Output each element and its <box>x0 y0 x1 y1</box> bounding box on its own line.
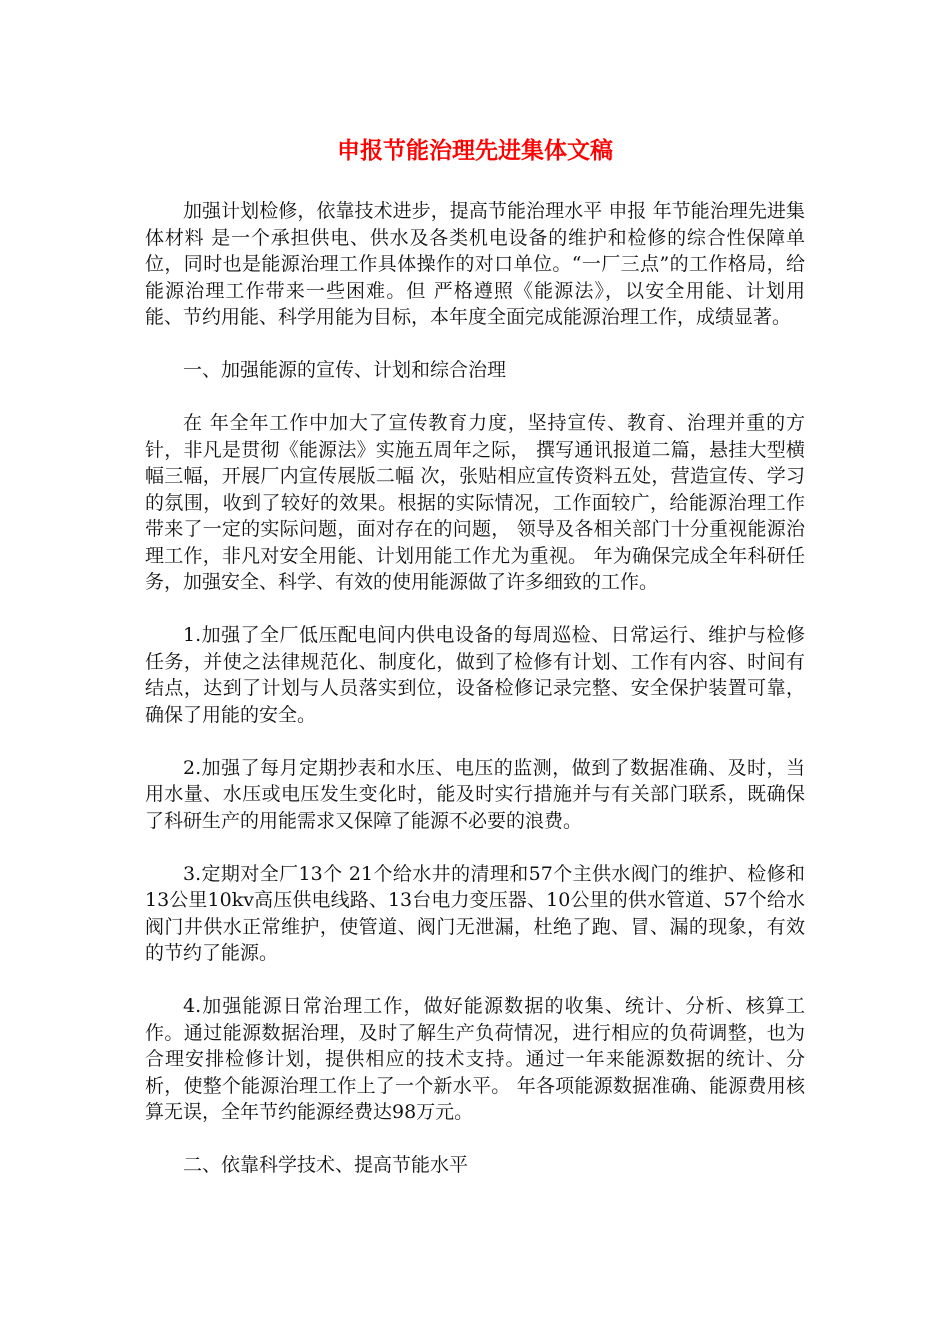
document-title: 申报节能治理先进集体文稿 <box>337 138 613 164</box>
intro-paragraph: 加强计划检修，依靠技术进步，提高节能治理水平 申报 年节能治理先进集体材料 是一个承担供电、供水及各类机电设备的维护和检修的综合性保障单位，同时也是能源治理工作具体操作的对口单位。“一厂三点”的工作格局，给能源治理工作带来一些困难。但 严格遵照《能源法》，以安全用能、计划用能、节约用能、科学用能为目标，本年度全面完成能源治理工作，成绩显著。 <box>145 200 805 328</box>
section-1-heading: 一、加强能源的宣传、计划和综合治理 <box>183 359 507 381</box>
section-2-heading: 二、依靠科学技术、提高节能水平 <box>183 1154 469 1176</box>
item-2-paragraph: 2.加强了每月定期抄表和水压、电压的监测，做到了数据准确、及时，当用水量、水压或电压发生变化时，能及时实行措施并与有关部门联系，既确保了科研生产的用能需求又保障了能源不必要的浪费。 <box>145 756 805 832</box>
item-3-paragraph: 3.定期对全厂13个 21个给水井的清理和57个主供水阀门的维护、检修和13公里10kv高压供电线路、13台电力变压器、10公里的供水管道、57个给水阀门井供水正常维护，使管道、阀门无泄漏，杜绝了跑、冒、漏的现象，有效的节约了能源。 <box>145 862 805 964</box>
item-4-paragraph: 4.加强能源日常治理工作，做好能源数据的收集、统计、分析、核算工作。通过能源数据治理，及时了解生产负荷情况，进行相应的负荷调整，也为合理安排检修计划，提供相应的技术支持。通过一年来能源数据的统计、分析，使整个能源治理工作上了一个新水平。 年各项能源数据准确、能源费用核算无误，全年节约能源经费达98万元。 <box>145 995 805 1123</box>
item-1-paragraph: 1.加强了全厂低压配电间内供电设备的每周巡检、日常运行、维护与检修任务，并使之法律规范化、制度化，做到了检修有计划、工作有内容、时间有结点，达到了计划与人员落实到位，设备检修记录完整、安全保护装置可靠，确保了用能的安全。 <box>145 624 805 726</box>
document-body <box>145 198 805 1205</box>
section-1-paragraph: 在 年全年工作中加大了宣传教育力度，坚持宣传、教育、治理并重的方针，非凡是贯彻《能源法》实施五周年之际， 撰写通讯报道二篇，悬挂大型横幅三幅，开展厂内宣传展版二幅 次，张贴相应宣传资料五处，营造宣传、学习的氛围，收到了较好的效果。根据的实际情况，工作面较广，给能源治理工作带来了一定的实际问题，面对存在的问题， 领导及各相关部门十分重视能源治理工作，非凡对安全用能、计划用能工作尤为重视。 年为确保完成全年科研任务，加强安全、科学、有效的使用能源做了许多细致的工作。 <box>145 412 805 593</box>
